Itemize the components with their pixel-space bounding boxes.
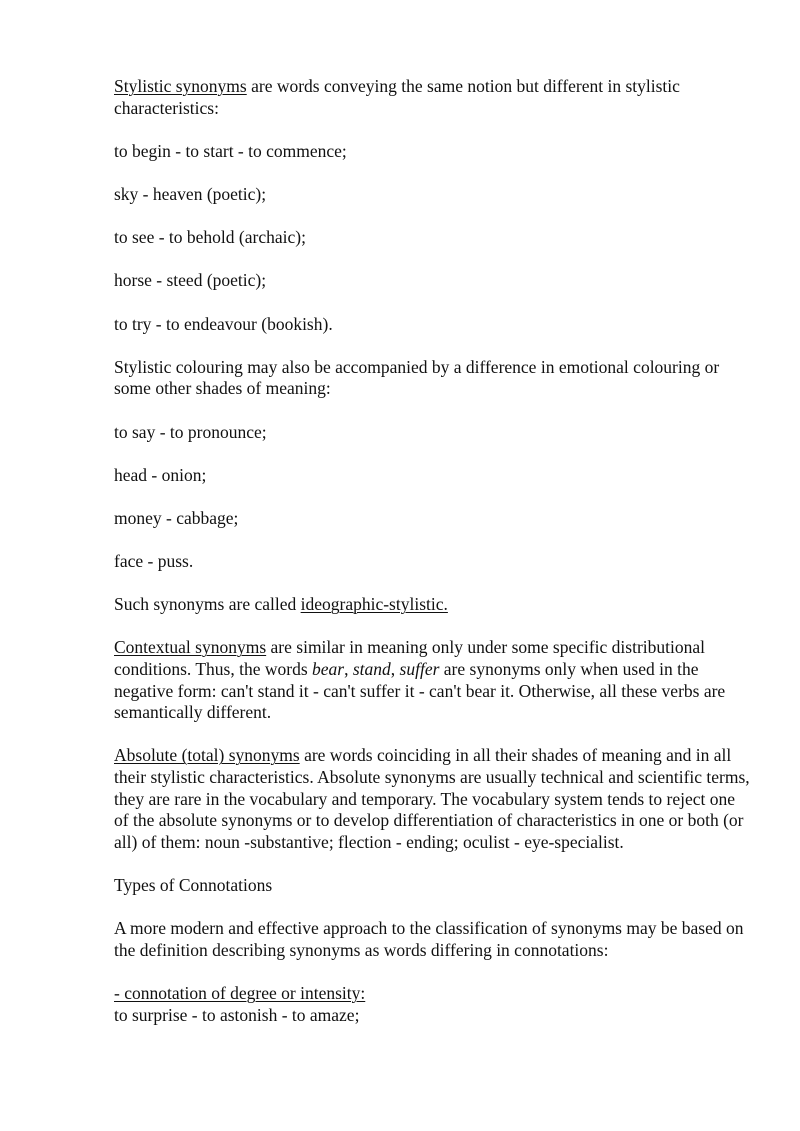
term-stylistic-synonyms: Stylistic synonyms: [114, 76, 247, 96]
example-line: to say - to pronounce;: [114, 421, 267, 442]
example-line: to see - to behold (archaic);: [114, 227, 306, 248]
example-line: face - puss.: [114, 551, 194, 572]
example-line: horse - steed (poetic);: [114, 270, 267, 291]
document-body: [114, 76, 750, 1026]
separator: ,: [390, 659, 400, 680]
italic-word-suffer: suffer: [399, 659, 440, 680]
paragraph-text: are similar in meaning only under some specific distributional conditions. Thus, the words: [114, 637, 706, 680]
paragraph-text: are words conveying the same notion but different in stylistic characteristics:: [114, 76, 680, 118]
separator: ,: [344, 659, 353, 680]
paragraph-absolute-synonyms: [114, 745, 750, 853]
connotation-degree-label: [114, 983, 750, 1005]
italic-word-stand: stand: [352, 659, 391, 680]
example-line: money - cabbage;: [114, 507, 239, 528]
paragraph-contextual-synonyms: [114, 637, 750, 723]
term-absolute-synonyms: Absolute (total) synonyms: [114, 745, 300, 766]
section-heading-types-of-connotations: Types of Connotations: [114, 874, 273, 895]
paragraph-text: are words coinciding in all their shades of meaning and in all their stylistic characteristics. Absolute synonyms are usually technical and scientific terms, they are rare in the vocabulary and temporary. The vocabulary system tends to reject one of the absolute synonyms or to develop differentiation of characteristics in one or both (or all) of them: noun -substantive; flection - ending; oculist - eye-specialist.: [114, 745, 750, 852]
example-line: head - onion;: [114, 464, 207, 485]
paragraph-stylistic-synonyms: [114, 76, 750, 119]
paragraph-text: are synonyms only when used in the negative form: can't stand it - can't suffer it - can't bear it. Otherwise, all these verbs are semantically different.: [114, 659, 726, 723]
paragraph-text: Such synonyms are called: [114, 594, 301, 615]
paragraph-stylistic-colouring: Stylistic colouring may also be accompanied by a difference in emotional colouring or some other shades of meaning:: [114, 356, 720, 399]
paragraph-ideographic-stylistic: [114, 594, 750, 616]
italic-word-bear: bear: [312, 659, 345, 680]
term-ideographic-stylistic: ideographic-stylistic.: [300, 594, 448, 615]
example-line: to begin - to start - to commence;: [114, 140, 347, 161]
example-line: to surprise - to astonish - to amaze;: [114, 1004, 360, 1025]
paragraph-modern-approach: A more modern and effective approach to the classification of synonyms may be based on the definition describing synonyms as words differing in connotations:: [114, 918, 744, 960]
example-line: sky - heaven (poetic);: [114, 183, 267, 204]
term-connotation-degree: - connotation of degree or intensity:: [114, 982, 366, 1003]
example-line: to try - to endeavour (bookish).: [114, 313, 333, 334]
term-contextual-synonyms: Contextual synonyms: [114, 637, 267, 658]
